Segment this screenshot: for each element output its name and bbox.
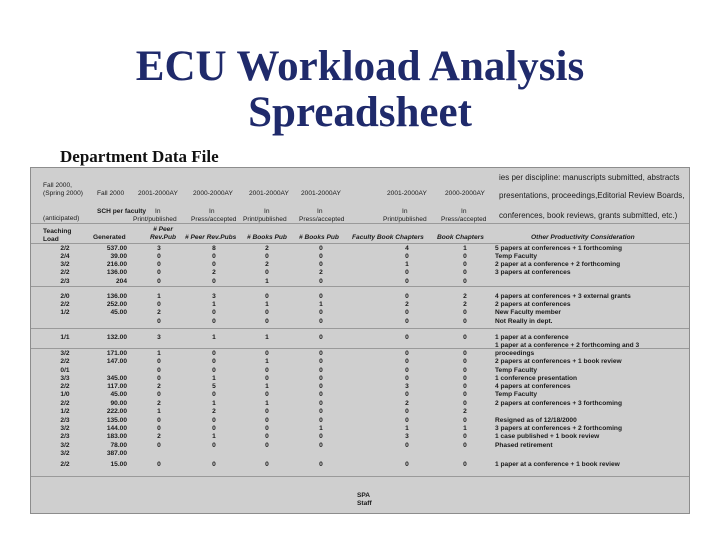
- table-cell: 0: [319, 391, 323, 398]
- table-cell: 0: [463, 334, 467, 341]
- table-cell: 1/1: [60, 334, 70, 341]
- table-cell: 2: [463, 408, 467, 415]
- table-cell: 0: [157, 375, 161, 382]
- table-cell: Temp Faculty: [495, 367, 538, 374]
- table-cell: 0: [405, 278, 409, 285]
- table-cell: 0: [265, 461, 269, 468]
- table-cell: 2/2: [60, 358, 70, 365]
- table-cell: 144.00: [106, 425, 127, 432]
- table-cell: 0: [265, 442, 269, 449]
- table-cell: 2/2: [60, 383, 70, 390]
- table-cell: 4: [405, 245, 409, 252]
- table-cell: 5: [212, 383, 216, 390]
- sub-header-in-6: In: [461, 208, 467, 215]
- table-cell: Temp Faculty: [495, 253, 538, 260]
- table-cell: 0: [405, 293, 409, 300]
- table-cell: 1: [265, 278, 269, 285]
- table-cell: 2: [463, 301, 467, 308]
- table-cell: 0: [157, 442, 161, 449]
- table-cell: 0: [212, 391, 216, 398]
- table-cell: 0: [405, 318, 409, 325]
- table-cell: 0: [212, 461, 216, 468]
- table-cell: 0: [157, 367, 161, 374]
- table-cell: 183.00: [106, 433, 127, 440]
- table-cell: 0: [405, 417, 409, 424]
- table-cell: 0: [319, 358, 323, 365]
- table-cell: 1 conference presentation: [495, 375, 578, 382]
- table-cell: 2/2: [60, 245, 70, 252]
- table-cell: 1: [157, 408, 161, 415]
- table-cell: 2: [265, 261, 269, 268]
- table-cell: 0: [265, 417, 269, 424]
- table-cell: 78.00: [110, 442, 127, 449]
- table-cell: 0: [157, 425, 161, 432]
- table-cell: 0: [319, 278, 323, 285]
- table-cell: 1: [265, 334, 269, 341]
- table-cell: 0: [463, 433, 467, 440]
- table-cell: 0: [157, 318, 161, 325]
- top-right-line-3: conferences, book reviews, grants submitted, etc.): [499, 212, 678, 220]
- grid-line: [31, 476, 689, 477]
- table-cell: 0: [212, 309, 216, 316]
- table-cell: 0: [265, 391, 269, 398]
- table-cell: 0: [319, 433, 323, 440]
- table-cell: 2/4: [60, 253, 70, 260]
- table-cell: 2: [212, 269, 216, 276]
- table-cell: New Faculty member: [495, 309, 561, 316]
- table-cell: 0: [463, 442, 467, 449]
- table-cell: 0: [405, 391, 409, 398]
- table-cell: 1: [212, 301, 216, 308]
- table-cell: 0: [319, 261, 323, 268]
- table-cell: 0: [212, 442, 216, 449]
- table-cell: 0: [463, 318, 467, 325]
- table-cell: 1/0: [60, 391, 70, 398]
- table-cell: 136.00: [106, 269, 127, 276]
- table-cell: 1: [265, 383, 269, 390]
- table-cell: 1: [463, 245, 467, 252]
- table-cell: 0: [405, 358, 409, 365]
- table-cell: 204: [115, 278, 127, 285]
- table-cell: 252.00: [106, 301, 127, 308]
- table-cell: 0: [157, 461, 161, 468]
- table-cell: 2: [157, 309, 161, 316]
- table-cell: 2: [212, 408, 216, 415]
- table-cell: 0: [212, 318, 216, 325]
- grid-line: [31, 286, 689, 287]
- table-cell: 3: [212, 293, 216, 300]
- table-cell: 3: [405, 433, 409, 440]
- table-cell: 1: [463, 425, 467, 432]
- table-cell: 0: [319, 442, 323, 449]
- table-cell: 0: [319, 375, 323, 382]
- table-cell: 0: [319, 461, 323, 468]
- table-cell: 0: [212, 367, 216, 374]
- table-cell: 537.00: [106, 245, 127, 252]
- table-cell: 1 paper at a conference + 1 book review: [495, 461, 620, 468]
- table-cell: 3/2: [60, 350, 70, 357]
- table-cell: 39.00: [110, 253, 127, 260]
- table-cell: 0: [157, 269, 161, 276]
- table-cell: 0: [265, 309, 269, 316]
- table-cell: 0: [212, 261, 216, 268]
- table-cell: 1: [212, 400, 216, 407]
- table-cell: 4 papers at conferences + 3 external grants: [495, 293, 631, 300]
- table-cell: Phased retirement: [495, 442, 553, 449]
- table-cell: 3/2: [60, 442, 70, 449]
- table-cell: 2 papers at conferences + 1 book review: [495, 358, 622, 365]
- date-4: 2001-2000AY: [249, 190, 289, 197]
- table-cell: 3/3: [60, 375, 70, 382]
- table-cell: 3: [157, 334, 161, 341]
- table-cell: 0: [319, 245, 323, 252]
- header-left-1: Fall 2000,: [43, 182, 72, 189]
- table-cell: 0: [319, 350, 323, 357]
- header-peer-rev-pubs: # Peer Rev.Pubs: [185, 234, 237, 241]
- table-cell: 0: [157, 358, 161, 365]
- table-cell: Not Really in dept.: [495, 318, 553, 325]
- table-cell: 136.00: [106, 293, 127, 300]
- table-cell: 0: [463, 278, 467, 285]
- table-cell: 3: [157, 245, 161, 252]
- header-books-pub-2: # Books Pub: [299, 234, 339, 241]
- table-cell: 2: [157, 400, 161, 407]
- table-cell: 0: [212, 417, 216, 424]
- table-cell: 2: [319, 269, 323, 276]
- table-cell: 0: [265, 350, 269, 357]
- table-cell: 1: [265, 358, 269, 365]
- sub-header-in-3: In: [264, 208, 270, 215]
- table-cell: 0: [212, 278, 216, 285]
- page-title: [0, 44, 720, 136]
- table-cell: 0: [265, 375, 269, 382]
- subtitle: Department Data File: [60, 147, 219, 166]
- title-line-2: Spreadsheet: [248, 89, 472, 136]
- table-cell: 0: [265, 408, 269, 415]
- table-cell: 0: [463, 269, 467, 276]
- table-cell: 0: [319, 334, 323, 341]
- table-cell: 2/3: [60, 278, 70, 285]
- table-cell: 0: [463, 461, 467, 468]
- table-cell: 117.00: [107, 383, 127, 390]
- table-cell: 0: [212, 253, 216, 260]
- table-cell: 0: [463, 350, 467, 357]
- table-cell: 1: [212, 375, 216, 382]
- table-cell: 0: [265, 253, 269, 260]
- table-cell: 0: [265, 367, 269, 374]
- date-7: 2000-2000AY: [445, 190, 485, 197]
- date-6: 2001-2000AY: [387, 190, 427, 197]
- table-cell: 135.00: [106, 417, 127, 424]
- table-cell: 2: [405, 301, 409, 308]
- table-cell: 0: [463, 375, 467, 382]
- table-cell: 2/3: [60, 433, 70, 440]
- table-cell: 0: [463, 358, 467, 365]
- date-2: 2001-2000AY: [138, 190, 178, 197]
- table-cell: 2/0: [60, 293, 70, 300]
- table-cell: 147.00: [106, 358, 127, 365]
- sub2-5: Print/published: [383, 216, 427, 223]
- sub2-4: Press/accepted: [299, 216, 345, 223]
- table-cell: 0: [319, 408, 323, 415]
- grid-line: [31, 223, 689, 224]
- table-cell: 2/2: [60, 461, 70, 468]
- table-cell: 0: [212, 350, 216, 357]
- header-generated: Generated: [93, 234, 126, 241]
- table-cell: 2: [157, 383, 161, 390]
- table-cell: 4 papers at conferences: [495, 383, 571, 390]
- table-cell: 1 paper at a conference + 2 forthcoming and 3: [495, 342, 640, 349]
- table-cell: 2/3: [60, 417, 70, 424]
- header-books-pub-1: # Books Pub: [247, 234, 287, 241]
- table-cell: 1: [157, 293, 161, 300]
- table-cell: 0: [319, 309, 323, 316]
- table-cell: 2/2: [60, 269, 70, 276]
- table-cell: 0: [319, 318, 323, 325]
- table-cell: 0: [265, 433, 269, 440]
- table-cell: 1: [157, 350, 161, 357]
- table-cell: 2/2: [60, 301, 70, 308]
- date-3: 2000-2000AY: [193, 190, 233, 197]
- table-cell: 0: [405, 461, 409, 468]
- table-cell: 387.00: [106, 450, 127, 457]
- table-cell: proceedings: [495, 350, 535, 357]
- table-cell: 0: [463, 400, 467, 407]
- table-cell: 0: [157, 417, 161, 424]
- table-cell: 0: [463, 309, 467, 316]
- sub2-2: Press/accepted: [191, 216, 237, 223]
- table-cell: 1: [319, 301, 323, 308]
- table-cell: 0: [463, 391, 467, 398]
- table-cell: 2: [265, 245, 269, 252]
- table-cell: 0: [157, 253, 161, 260]
- table-cell: 1 paper at a conference: [495, 334, 569, 341]
- table-cell: 0: [265, 293, 269, 300]
- table-cell: 0: [405, 367, 409, 374]
- header-faculty-book-chapters: Faculty Book Chapters: [352, 234, 424, 241]
- table-cell: 0: [265, 269, 269, 276]
- table-cell: 3/2: [60, 450, 70, 457]
- sub-header-in-4: In: [317, 208, 323, 215]
- table-cell: 0: [319, 367, 323, 374]
- table-cell: 0: [405, 408, 409, 415]
- table-cell: 0: [157, 261, 161, 268]
- table-cell: 90.00: [110, 400, 127, 407]
- table-cell: 3/2: [60, 261, 70, 268]
- table-cell: 0: [157, 278, 161, 285]
- grid-line: [31, 243, 689, 244]
- table-cell: 0: [405, 334, 409, 341]
- table-cell: 1: [319, 425, 323, 432]
- sub2-3: Print/published: [243, 216, 287, 223]
- table-cell: 2: [463, 293, 467, 300]
- table-cell: 1: [405, 261, 409, 268]
- table-cell: 1: [212, 334, 216, 341]
- signature-staff: Staff: [357, 500, 372, 507]
- header-book-chapters: Book Chapters: [437, 234, 484, 241]
- header-teaching-load: Teaching Load: [43, 228, 72, 243]
- table-cell: 0: [405, 309, 409, 316]
- date-5: 2001-2000AY: [301, 190, 341, 197]
- table-cell: 3: [405, 383, 409, 390]
- table-cell: Temp Faculty: [495, 391, 538, 398]
- table-cell: 0: [319, 383, 323, 390]
- table-cell: 0: [157, 391, 161, 398]
- sub-header-in-5: In: [402, 208, 408, 215]
- title-line-1: ECU Workload Analysis: [135, 43, 585, 90]
- table-cell: 1 case published + 1 book review: [495, 433, 600, 440]
- table-cell: 0: [265, 425, 269, 432]
- table-cell: 0: [463, 253, 467, 260]
- header-other: Other Productivity Consideration: [531, 234, 635, 241]
- table-cell: 0: [463, 383, 467, 390]
- table-cell: Resigned as of 12/18/2000: [495, 417, 577, 424]
- table-cell: 0: [405, 375, 409, 382]
- table-cell: 0: [212, 425, 216, 432]
- table-cell: 15.00: [110, 461, 127, 468]
- table-cell: 2 papers at conferences + 3 forthcoming: [495, 400, 622, 407]
- table-cell: 0: [157, 301, 161, 308]
- sub2-6: Press/accepted: [441, 216, 487, 223]
- table-cell: 0: [319, 293, 323, 300]
- table-cell: 2: [157, 433, 161, 440]
- table-cell: 1/2: [60, 309, 70, 316]
- table-cell: 0: [405, 269, 409, 276]
- table-cell: 171.00: [106, 350, 127, 357]
- top-right-line-2: presentations, proceedings,Editorial Review Boards,: [499, 192, 685, 200]
- table-cell: 2 papers at conferences: [495, 301, 571, 308]
- grid-line: [31, 328, 689, 329]
- table-cell: 0: [405, 253, 409, 260]
- table-cell: 3 papers at conferences + 2 forthcoming: [495, 425, 622, 432]
- table-cell: 0: [265, 318, 269, 325]
- table-cell: 5 papers at conferences + 1 forthcoming: [495, 245, 622, 252]
- table-cell: 45.00: [110, 309, 127, 316]
- top-right-line-1: ies per discipline: manuscripts submitted, abstracts: [499, 174, 680, 182]
- table-cell: 1: [405, 425, 409, 432]
- table-cell: 345.00: [106, 375, 127, 382]
- table-cell: 0: [405, 350, 409, 357]
- table-cell: 0/1: [60, 367, 70, 374]
- table-cell: 1: [212, 433, 216, 440]
- sub2-1: Print/published: [133, 216, 177, 223]
- table-cell: 0: [463, 367, 467, 374]
- date-1: Fall 2000: [97, 190, 125, 197]
- spreadsheet-image: [30, 167, 690, 514]
- table-cell: 1: [265, 301, 269, 308]
- table-cell: 2/2: [60, 400, 70, 407]
- table-cell: 2 paper at a conference + 2 forthcoming: [495, 261, 621, 268]
- table-cell: 3 papers at conferences: [495, 269, 571, 276]
- table-cell: 222.00: [106, 408, 127, 415]
- table-cell: 1: [265, 400, 269, 407]
- header-left-3: (anticipated): [43, 215, 80, 222]
- table-cell: 45.00: [110, 391, 127, 398]
- table-cell: 0: [319, 417, 323, 424]
- header-left-2: (Spring 2000): [43, 190, 83, 197]
- table-cell: 0: [319, 253, 323, 260]
- signature-spa: SPA: [357, 492, 371, 499]
- table-cell: 0: [463, 417, 467, 424]
- sub-header-in-2: In: [209, 208, 215, 215]
- table-cell: 2: [405, 400, 409, 407]
- sub-header-in-1: In: [155, 208, 161, 215]
- table-cell: 132.00: [106, 334, 127, 341]
- table-cell: 8: [212, 245, 216, 252]
- table-cell: 1/2: [60, 408, 70, 415]
- table-cell: 0: [405, 442, 409, 449]
- table-cell: 3/2: [60, 425, 70, 432]
- sub-header-sch: SCH per faculty: [97, 208, 147, 215]
- table-cell: 0: [463, 261, 467, 268]
- header-peer-rev-pub: # Peer Rev.Pub: [149, 226, 177, 241]
- table-cell: 0: [212, 358, 216, 365]
- table-cell: 0: [319, 400, 323, 407]
- table-cell: 216.00: [106, 261, 127, 268]
